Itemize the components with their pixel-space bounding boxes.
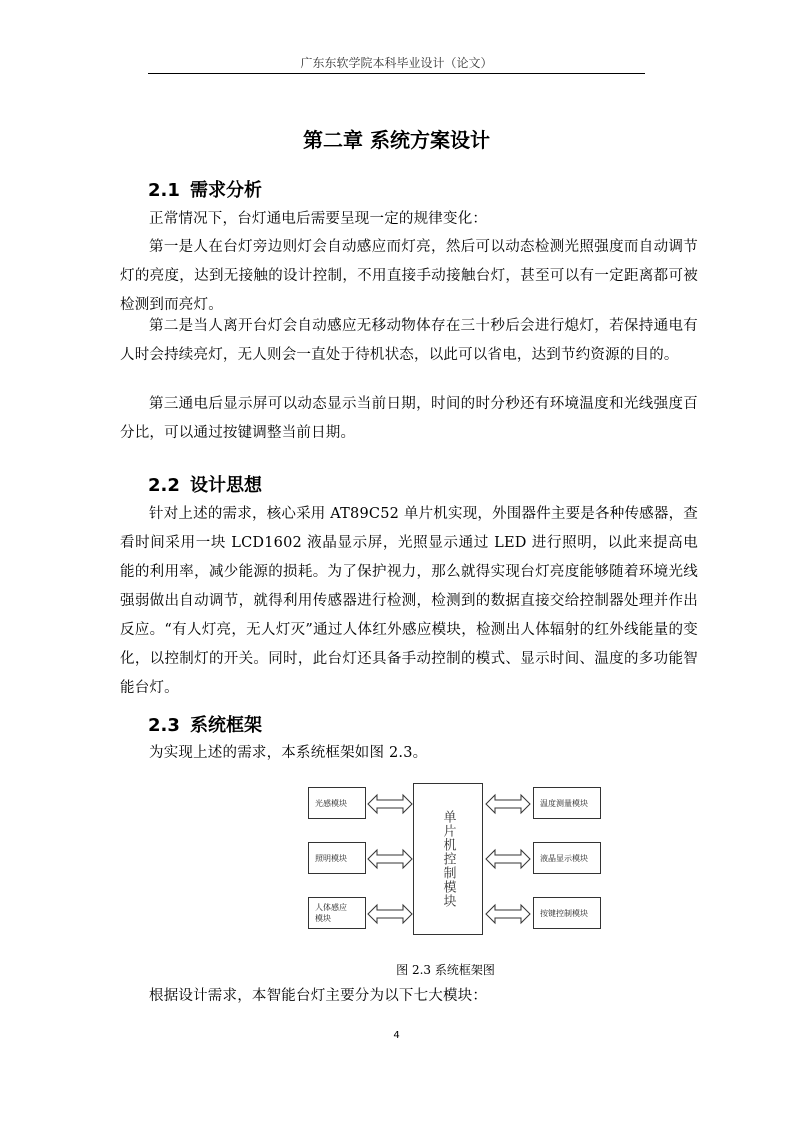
section-title: 设计思想 [190, 475, 262, 496]
section-heading-2-1 [148, 176, 262, 202]
system-framework-diagram [300, 775, 610, 945]
section-number: 2.1 [148, 180, 180, 201]
double-arrow-icon [484, 903, 532, 925]
left-module-box: 人体感应模块 [308, 897, 366, 929]
figure-caption: 图 2.3 系统框架图 [396, 963, 495, 977]
double-arrow-icon [366, 793, 414, 815]
header-rule [148, 73, 645, 74]
page-header: 广东东软学院本科毕业设计（论文） [300, 56, 493, 70]
double-arrow-icon [484, 793, 532, 815]
chapter-title: 第二章 系统方案设计 [303, 128, 490, 152]
section-heading-2-2 [148, 471, 262, 497]
double-arrow-icon [366, 903, 414, 925]
paragraph: 第一是人在台灯旁边则灯会自动感应而灯亮，然后可以动态检测光照强度而自动调节灯的亮度，达到无接触的设计控制，不用直接手动接触台灯，甚至可以有一定距离都可被检测到而亮灯。 [120, 239, 698, 313]
double-arrow-icon [366, 848, 414, 870]
paragraph: 正常情况下，台灯通电后需要呈现一定的规律变化： [149, 211, 488, 227]
paragraph: 根据设计需求，本智能台灯主要分为以下七大模块： [149, 988, 488, 1004]
right-module-box: 按键控制模块 [533, 897, 601, 929]
paragraph: 为实现上述的需求，本系统框架如图 2.3。 [149, 745, 428, 761]
right-module-box: 液晶显示模块 [533, 842, 601, 874]
section-heading-2-3 [148, 711, 262, 737]
section-number: 2.3 [148, 715, 180, 736]
paragraph: 针对上述的需求，核心采用 AT89C52 单片机实现，外围器件主要是各种传感器，查看时间采用一块 LCD1602 液晶显示屏，光照显示通过 LED 进行照明，以此来提高电能的利用率，减少能源的损耗。为了保护视力，那么就得实现台灯亮度能够随着环境光线强弱做出自动调节，就得利用传感器进行检测，检测到的数据直接交给控制器处理并作出反应。“有人灯亮，无人灯灭”通过人体红外感应模块，检测出人体辐射的红外线能量的变化，以控制灯的开关。同时，此台灯还具备手动控制的模式、显示时间、温度的多功能智能台灯。 [120, 506, 698, 696]
center-module-box: 单片机控制模块 [413, 783, 483, 935]
left-module-box: 照明模块 [308, 842, 366, 874]
left-module-box: 光感模块 [308, 787, 366, 819]
section-number: 2.2 [148, 475, 180, 496]
section-title: 系统框架 [190, 715, 262, 736]
paragraph: 第三通电后显示屏可以动态显示当前日期，时间的时分秒还有环境温度和光线强度百分比，可以通过按键调整当前日期。 [120, 396, 698, 441]
right-module-box: 温度测量模块 [533, 787, 601, 819]
page-number: 4 [393, 1030, 400, 1041]
section-title: 需求分析 [190, 180, 262, 201]
paragraph: 第二是当人离开台灯会自动感应无移动物体存在三十秒后会进行熄灯，若保持通电有人时会持续亮灯，无人则会一直处于待机状态，以此可以省电，达到节约资源的目的。 [120, 318, 698, 363]
double-arrow-icon [484, 848, 532, 870]
